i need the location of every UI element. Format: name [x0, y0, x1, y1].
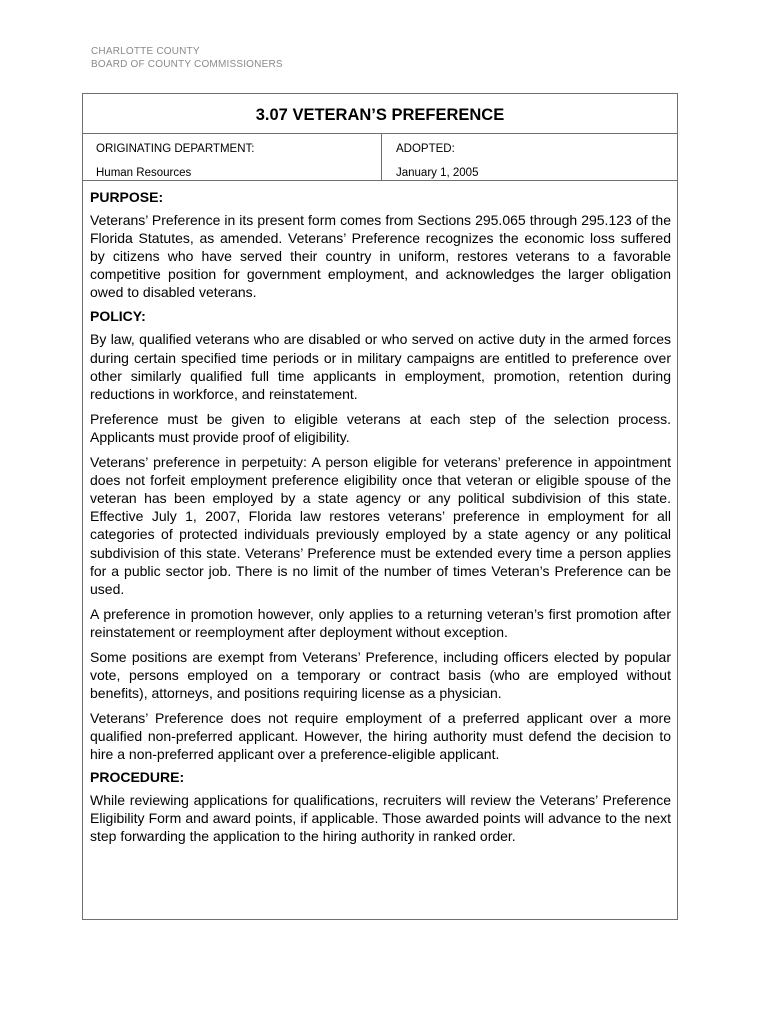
policy-document-frame [82, 93, 678, 920]
originating-department-cell [83, 134, 382, 180]
purpose-heading: PURPOSE: [90, 189, 164, 205]
originating-department-value: Human Resources [96, 167, 192, 179]
policy-meta-row [83, 134, 677, 181]
policy-paragraph: Preference must be given to eligible veterans at each step of the selection process. Applicants must provide proof of eligibility. [90, 410, 671, 445]
organization-line-1: CHARLOTTE COUNTY [91, 46, 200, 57]
policy-body [83, 181, 677, 845]
policy-paragraph: Veterans’ preference in perpetuity: A person eligible for veterans’ preference in appointment does not forfeit employment preference eligibility once that veteran or eligible spouse of the veteran has been employed by a state agency or any political subdivision of this state. Effective July 1, 2007, Florida law restores veterans’ preference in employment for all categories of protected individuals previously employed by a state agency or any political subdivision of this state. Veterans’ Preference must be extended every time a person applies for a public sector job. There is no limit of the number of times Veteran’s Preference can be used. [90, 454, 671, 597]
adopted-cell [382, 134, 677, 180]
purpose-paragraph: Veterans’ Preference in its present form comes from Sections 295.065 through 295.123 of the Florida Statutes, as amended. Veterans’ Preference recognizes the economic loss suffered by citizens who have served their country in uniform, restores veterans to a favorable competitive position for government employment, and acknowledges the larger obligation owed to disabled veterans. [90, 212, 671, 301]
adopted-label: ADOPTED: [396, 143, 455, 155]
originating-department-label: ORIGINATING DEPARTMENT: [96, 143, 255, 155]
organization-header [91, 45, 283, 71]
organization-line-2: BOARD OF COUNTY COMMISSIONERS [91, 59, 283, 70]
adopted-value: January 1, 2005 [396, 167, 479, 179]
policy-paragraph: Some positions are exempt from Veterans’ Preference, including officers elected by popular vote, persons employed on a temporary or contract basis (who are employed without benefits), attorneys, and positions requiring license as a physician. [90, 648, 671, 702]
policy-paragraph: A preference in promotion however, only applies to a returning veteran’s first promotion after reinstatement or reemployment after deployment without exception. [90, 605, 671, 640]
policy-paragraph: By law, qualified veterans who are disabled or who served on active duty in the armed forces during certain specified time periods or in military campaigns are entitled to preference over other similarly qualified full time applicants in employment, promotion, retention during reductions in workforce, and reinstatement. [90, 331, 671, 402]
policy-heading: POLICY: [90, 308, 146, 325]
procedure-heading: PROCEDURE: [90, 768, 185, 785]
procedure-paragraph: While reviewing applications for qualifications, recruiters will review the Veterans’ Preference Eligibility Form and award points, if applicable. Those awarded points will advance to the next step forwarding the application to the hiring authority in ranked order. [90, 791, 671, 844]
policy-paragraph: Veterans’ Preference does not require employment of a preferred applicant over a more qualified non-preferred applicant. However, the hiring authority must defend the decision to hire a non-preferred applicant over a preference-eligible applicant. [90, 710, 671, 763]
policy-title: 3.07 VETERAN’S PREFERENCE [83, 94, 677, 134]
